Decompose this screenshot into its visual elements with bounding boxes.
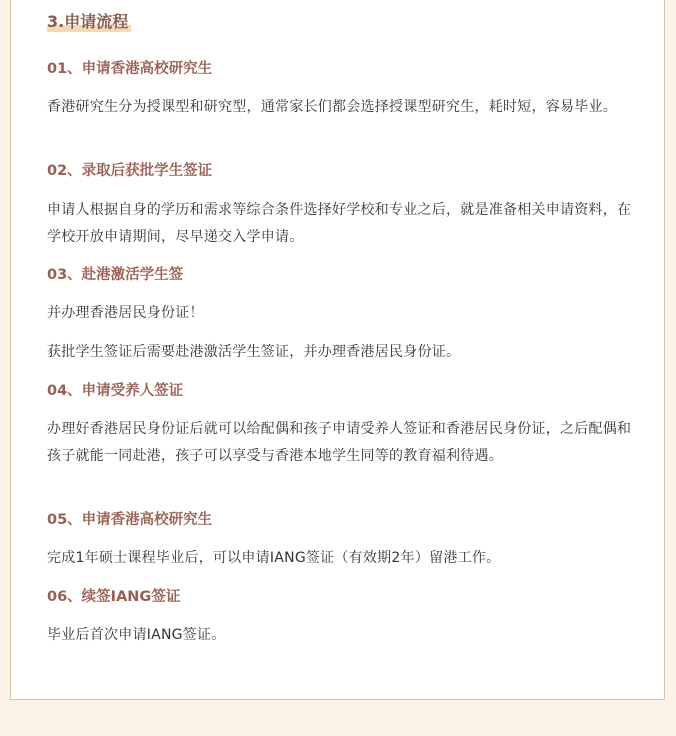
- step-paragraph-01: 香港研究生分为授课型和研究型，通常家长们都会选择授课型研究生，耗时短，容易毕业。: [47, 99, 617, 115]
- step-title-04: 04、申请受养人签证: [47, 383, 184, 399]
- step-title-03: 03、赴港激活学生签: [47, 267, 184, 283]
- step-title-05: 05、申请香港高校研究生: [47, 512, 213, 528]
- step-title-02: 02、录取后获批学生签证: [47, 163, 213, 179]
- step-paragraph-03b: 获批学生签证后需要赴港激活学生签证，并办理香港居民身份证。: [47, 344, 461, 360]
- section-title: 3.申请流程: [47, 10, 131, 34]
- step-paragraph-03a: 并办理香港居民身份证！: [47, 305, 204, 321]
- step-paragraph-05: 完成1年硕士课程毕业后，可以申请IANG签证（有效期2年）留港工作。: [47, 550, 501, 566]
- step-paragraph-02: 申请人根据自身的学历和需求等综合条件选择好学校和专业之后，就是准备相关申请资料，在学校开放申请期间，尽早递交入学申请。: [47, 202, 632, 245]
- step-title-06: 06、续签IANG签证: [47, 589, 181, 605]
- step-title-01: 01、申请香港高校研究生: [47, 61, 213, 77]
- step-paragraph-06: 毕业后首次申请IANG签证。: [47, 627, 226, 643]
- article-card: [10, 0, 665, 700]
- step-paragraph-04: 办理好香港居民身份证后就可以给配偶和孩子申请受养人签证和香港居民身份证，之后配偶和孩子就能一同赴港，孩子可以享受与香港本地学生同等的教育福利待遇。: [47, 421, 632, 464]
